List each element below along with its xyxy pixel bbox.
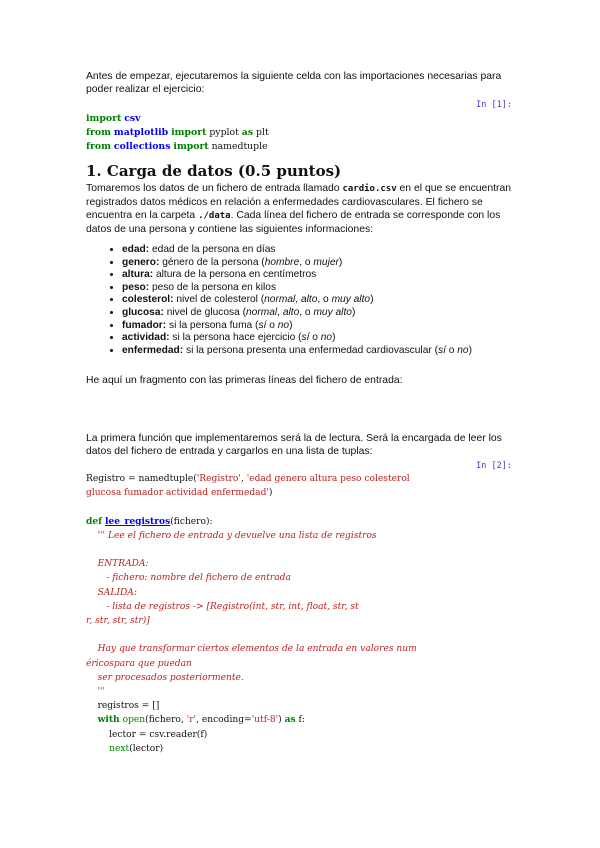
closing: ) (332, 332, 336, 344)
keyword: with (97, 714, 120, 726)
function-name: lee_registros (104, 515, 171, 527)
field-name: actividad: (122, 332, 170, 344)
field-name: fumador: (122, 319, 167, 331)
code-text: registros = [] (86, 701, 160, 712)
docstring: SALIDA: (86, 587, 137, 598)
keyword: import (171, 127, 207, 139)
import-alias: plt (256, 127, 269, 139)
intro-paragraph: Antes de empezar, ejecutaremos la siguiente celda con las importaciones necesarias para poder realizar el ejercicio: (86, 71, 502, 95)
option: mujer (313, 256, 339, 268)
field-desc: género de la persona ( (159, 256, 265, 268)
field-desc: altura de la persona en centímetros (153, 269, 317, 281)
docstring: - fichero: nombre del fichero de entrada (86, 573, 291, 584)
function-intro-paragraph: La primera función que implementaremos será la de lectura. Será la encargada de leer los datos del fichero de entrada y cargarlos en una lista de tuplas: (86, 433, 502, 457)
docstring: ENTRADA: (86, 559, 149, 570)
option: hombre (264, 256, 300, 268)
file-name: cardio.csv (342, 184, 397, 194)
import-name: namedtuple (211, 141, 268, 153)
option: no (320, 332, 333, 344)
list-item (122, 282, 552, 295)
separator: o (445, 344, 458, 356)
field-name: glucosa: (122, 306, 164, 318)
keyword: as (241, 127, 254, 139)
fragment-intro-paragraph: He aquí un fragmento con las primeras líneas del fichero de entrada: (86, 375, 403, 386)
docstring: ''' Lee el fichero de entrada y devuelve una lista de registros (86, 530, 377, 541)
data-description-paragraph (86, 182, 516, 236)
keyword: def (86, 515, 103, 527)
code-text: f: (295, 715, 305, 726)
field-desc: edad de la persona en días (149, 244, 276, 255)
field-desc: si la persona presenta una enfermedad cardiovascular ( (183, 344, 438, 356)
docstring: éricospara que puedan (86, 658, 192, 669)
module-name: matplotlib (113, 127, 169, 139)
section-title: 1. Carga de datos (0.5 puntos) (86, 162, 342, 180)
import-name: pyplot (209, 127, 239, 139)
code-text: , encoding= (196, 715, 252, 726)
code-text: ) (268, 488, 273, 499)
field-list (86, 244, 552, 357)
list-item (122, 269, 552, 282)
docstring: ser procesados posteriormente. (86, 672, 244, 683)
list-item (122, 244, 552, 257)
docstring: - lista de registros -> [Registro(int, str, int, float, str, st (86, 601, 359, 612)
option: alto (282, 306, 300, 318)
builtin-function: open (122, 715, 146, 726)
field-desc: si la persona fuma ( (166, 319, 259, 331)
separator: o (266, 319, 278, 331)
option: no (277, 319, 290, 331)
docstring: r, str, str, str)] (86, 616, 150, 627)
docstring: Hay que transformar ciertos elementos de la entrada en valores num (86, 644, 417, 655)
code-text: (fichero): (170, 516, 213, 527)
cell-1-prompt: In [1]: (476, 100, 512, 110)
field-desc: si la persona hace ejercicio ( (169, 332, 302, 344)
field-desc: nivel de colesterol ( (173, 294, 265, 306)
option: sí (258, 319, 267, 331)
separator: , o (299, 256, 314, 268)
option: muy alto (313, 306, 352, 318)
field-name: enfermedad: (122, 344, 184, 356)
closing: ) (351, 306, 356, 318)
text-fragment: en el que se encuentran registrados datos médicos en relación a enfermedades cardiovasculares. El fichero se encuentra en la carpeta (86, 183, 512, 221)
code-text: ) (278, 715, 285, 726)
code-text: Registro = namedtuple( (86, 474, 197, 484)
code-cell-read-function[interactable] (86, 472, 417, 756)
field-name: altura: (122, 269, 154, 281)
keyword: import (173, 141, 209, 153)
option: normal (264, 294, 296, 306)
field-name: colesterol: (122, 294, 174, 306)
option: alto (300, 294, 318, 306)
code-cell-imports[interactable] (86, 112, 269, 155)
keyword: import (86, 113, 122, 124)
code-text: (fichero, (145, 715, 187, 726)
string-literal: 'r' (186, 715, 197, 726)
keyword: from (86, 127, 111, 139)
option: normal (246, 306, 278, 318)
string-literal: 'edad genero altura peso colesterol (246, 474, 410, 484)
field-desc: peso de la persona en kilos (149, 281, 277, 293)
code-text: (lector) (129, 743, 164, 754)
field-desc: nivel de glucosa ( (163, 306, 247, 318)
closing: ) (289, 319, 293, 331)
option: sí (301, 332, 310, 344)
list-item: • glucosa: nivel de glucosa (normal, alto, o muy alto) (122, 307, 552, 320)
keyword: from (86, 141, 111, 153)
string-literal: 'utf-8' (251, 715, 279, 726)
field-name: genero: (122, 256, 160, 268)
field-name: edad: (122, 244, 150, 255)
field-name: peso: (122, 281, 150, 293)
option: no (457, 344, 469, 356)
module-name: csv (124, 113, 141, 124)
closing: ) (370, 294, 374, 306)
keyword: as (284, 714, 296, 726)
list-item (122, 320, 552, 333)
list-item (122, 345, 552, 358)
text-fragment: . Cada línea del fichero de entrada se corresponde con los datos de una persona y contiene las siguientes informaciones: (86, 210, 501, 235)
docstring: ''' (86, 687, 106, 698)
text-fragment: Tomaremos los datos de un fichero de entrada llamado (86, 183, 343, 194)
list-item: • colesterol: nivel de colesterol (normal, alto, o muy alto) (122, 294, 552, 307)
folder-name: ./data (198, 211, 231, 221)
module-name: collections (113, 141, 171, 153)
builtin-function: next (109, 743, 130, 754)
code-text: lector = csv.reader(f) (86, 729, 208, 740)
closing: ) (338, 256, 343, 268)
list-item (122, 332, 552, 345)
option: muy alto (331, 294, 371, 306)
separator: o (309, 332, 321, 344)
list-item (122, 257, 552, 270)
cell-2-prompt: In [2]: (476, 461, 512, 471)
code-text: , (240, 474, 247, 484)
string-literal: glucosa fumador actividad enfermedad' (86, 488, 269, 499)
closing: ) (468, 344, 472, 356)
option: sí (437, 344, 446, 356)
string-literal: 'Registro' (196, 474, 241, 484)
